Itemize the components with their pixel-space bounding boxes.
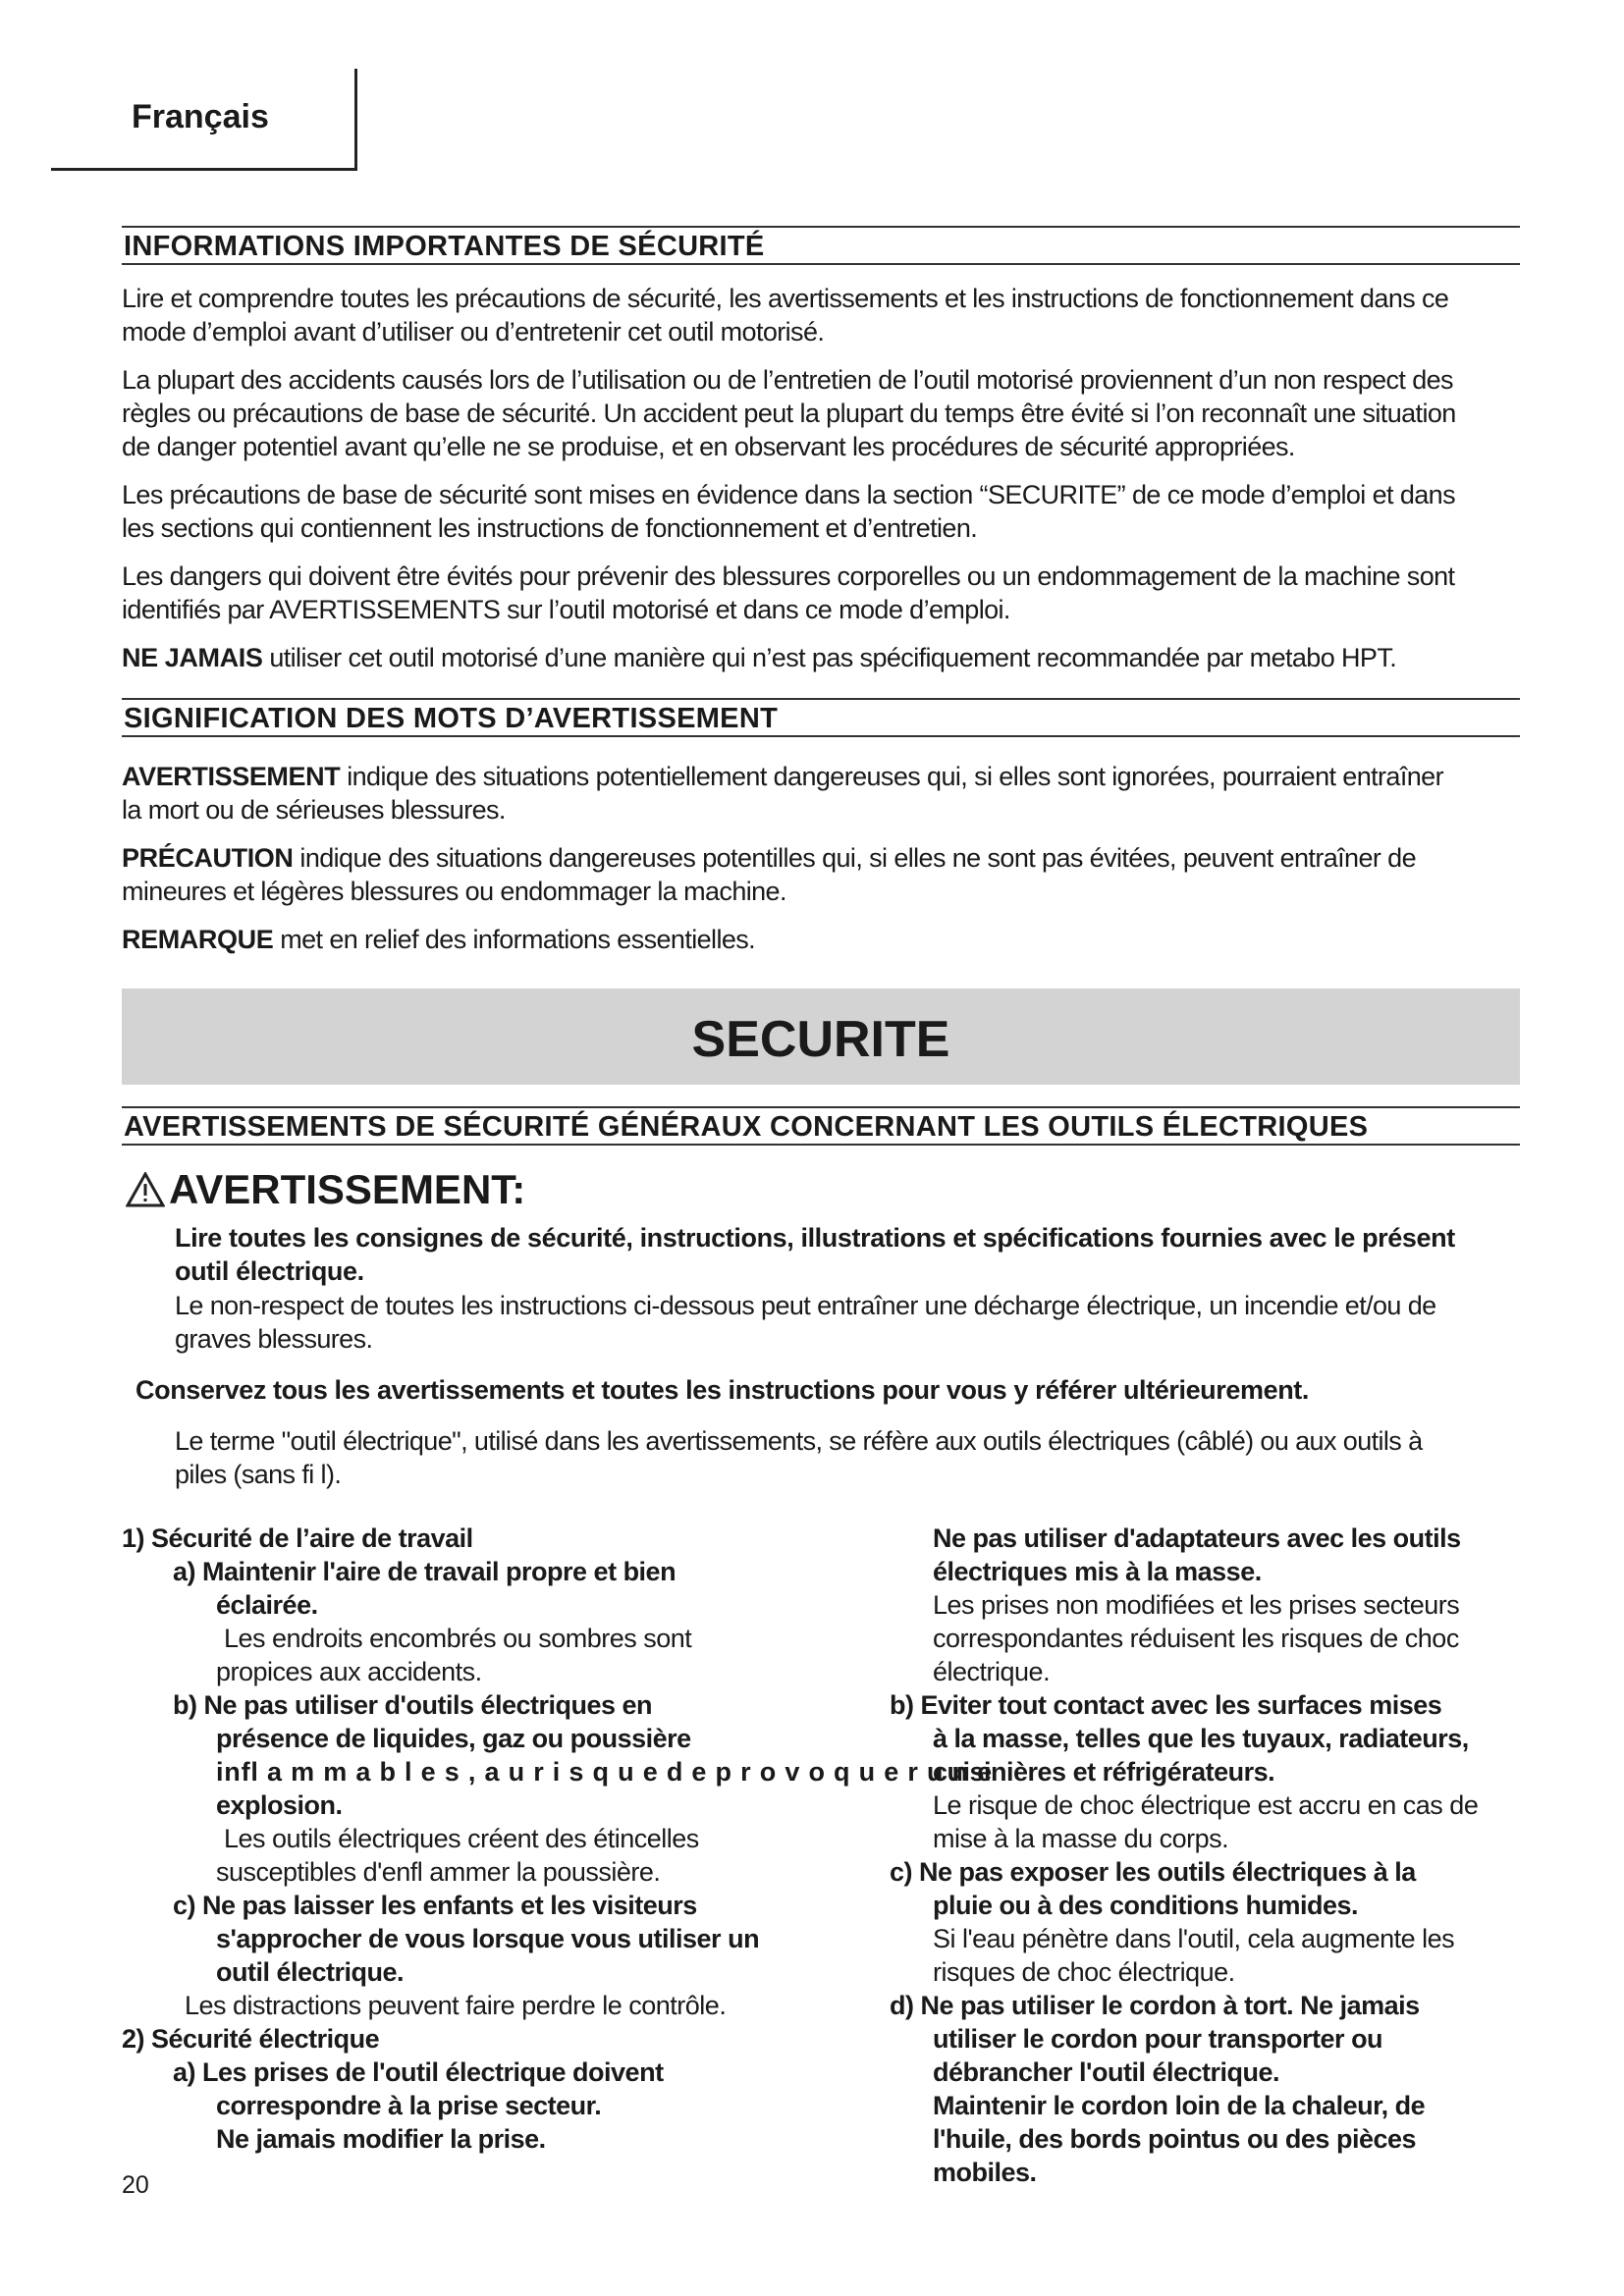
list-item: l'huile, des bords pointus ou des pièces — [933, 2124, 1417, 2154]
list-item: présence de liquides, gaz ou poussière — [216, 1724, 691, 1753]
warning-definition — [122, 760, 1443, 793]
paragraph-line: Les précautions de base de sécurité sont mises en évidence dans la section “SECURITE” de ce mode d’emploi et dans — [122, 480, 1455, 509]
warning-triangle-icon — [126, 1172, 165, 1207]
caution-word: PRÉCAUTION — [122, 843, 294, 873]
list-heading: 2) Sécurité électrique — [122, 2024, 380, 2054]
list-item: éclairée. — [216, 1590, 318, 1620]
list-item: débrancher l'outil électrique. — [933, 2057, 1280, 2087]
caution-definition — [122, 841, 1416, 875]
paragraph-line: La plupart des accidents causés lors de l’utilisation ou de l’entretien de l’outil motorisé proviennent d’un non respect des — [122, 365, 1453, 395]
paragraph-never — [122, 641, 1396, 674]
warning-word: AVERTISSEMENT — [122, 762, 341, 791]
language-tab — [51, 69, 357, 171]
list-text: propices aux accidents. — [216, 1657, 482, 1686]
list-item: Ne pas utiliser d'adaptateurs avec les outils — [933, 1523, 1461, 1553]
list-item: mobiles. — [933, 2158, 1037, 2187]
list-item: cuisinières et réfrigérateurs. — [933, 1757, 1275, 1787]
warning-title-text: AVERTISSEMENT: — [169, 1166, 526, 1212]
list-item: correspondre à la prise secteur. — [216, 2091, 602, 2120]
list-item: pluie ou à des conditions humides. — [933, 1891, 1359, 1920]
list-text: mise à la masse du corps. — [933, 1824, 1229, 1853]
note-word-text: met en relief des informations essentielles. — [273, 925, 756, 954]
paragraph-line: Lire et comprendre toutes les précautions de sécurité, les avertissements et les instructions de fonctionnement dans ce — [122, 284, 1449, 313]
paragraph-line: de danger potentiel avant qu’elle ne se produise, et en observant les procédures de sécurité appropriées. — [122, 432, 1295, 461]
banner-title: SECURITE — [691, 1011, 950, 1068]
list-item: a) Maintenir l'aire de travail propre et bien — [173, 1557, 677, 1586]
paragraph-line: graves blessures. — [175, 1324, 373, 1354]
list-text: Les distractions peuvent faire perdre le contrôle. — [185, 1991, 727, 2020]
section-heading-avertissements — [122, 1106, 1520, 1146]
section-heading-text: INFORMATIONS IMPORTANTES DE SÉCURITÉ — [124, 231, 765, 262]
list-item: utiliser le cordon pour transporter ou — [933, 2024, 1383, 2054]
paragraph-line: les sections qui contiennent les instructions de fonctionnement et d’entretien. — [122, 513, 978, 543]
bold-instruction-line — [175, 1255, 364, 1288]
paragraph-line: Le non-respect de toutes les instructions ci-dessous peut entraîner une décharge électrique, un incendie et/ou de — [175, 1291, 1436, 1320]
list-item: d) Ne pas utiliser le cordon à tort. Ne jamais — [890, 1991, 1420, 2020]
bold-text: Conservez tous les avertissements et toutes les instructions pour vous y référer ultérieurement. — [135, 1375, 1310, 1405]
list-item: explosion. — [216, 1790, 343, 1820]
paragraph-line: Les dangers qui doivent être évités pour prévenir des blessures corporelles ou un endommagement de la machine sont — [122, 561, 1455, 591]
paragraph-line: mode d’emploi avant d’utiliser ou d’entretenir cet outil motorisé. — [122, 317, 825, 347]
list-item: b) Eviter tout contact avec les surfaces mises — [890, 1690, 1442, 1720]
section-heading-text: AVERTISSEMENTS DE SÉCURITÉ GÉNÉRAUX CONCERNANT LES OUTILS ÉLECTRIQUES — [124, 1111, 1369, 1143]
list-text: Si l'eau pénètre dans l'outil, cela augmente les — [933, 1924, 1455, 1953]
list-item: b) Ne pas utiliser d'outils électriques en — [173, 1690, 653, 1720]
note-word: REMARQUE — [122, 925, 274, 954]
never-label: NE JAMAIS — [122, 643, 263, 672]
list-text: correspondantes réduisent les risques de choc — [933, 1624, 1459, 1653]
caution-word-text: indique des situations dangereuses potentilles qui, si elles ne sont pas évitées, peuvent entraîner de — [293, 843, 1417, 873]
list-item: électriques mis à la masse. — [933, 1557, 1262, 1586]
list-text: Les outils électriques créent des étincelles — [224, 1824, 699, 1853]
language-label: Français — [132, 98, 269, 135]
securite-banner — [122, 988, 1520, 1085]
never-text: utiliser cet outil motorisé d’une manière qui n’est pas spécifiquement recommandée par metabo HPT. — [262, 643, 1397, 672]
section-heading-signification — [122, 698, 1520, 737]
keep-instructions-line — [135, 1373, 1309, 1407]
list-item: a) Les prises de l'outil électrique doivent — [173, 2057, 664, 2087]
paragraph-line: piles (sans fi l). — [175, 1460, 342, 1489]
list-text: risques de choc électrique. — [933, 1957, 1235, 1987]
page-number: 20 — [122, 2171, 149, 2199]
list-text: susceptibles d'enfl ammer la poussière. — [216, 1857, 661, 1887]
list-text: Le risque de choc électrique est accru en cas de — [933, 1790, 1479, 1820]
list-item: outil électrique. — [216, 1957, 405, 1987]
warning-title — [126, 1166, 525, 1213]
list-item: Maintenir le cordon loin de la chaleur, de — [933, 2091, 1426, 2120]
bold-text: outil électrique. — [175, 1256, 364, 1286]
list-item: Ne jamais modifier la prise. — [216, 2124, 546, 2154]
list-text: Les endroits encombrés ou sombres sont — [224, 1624, 692, 1653]
paragraph-line: mineures et légères blessures ou endommager la machine. — [122, 877, 786, 906]
section-heading-text: SIGNIFICATION DES MOTS D’AVERTISSEMENT — [124, 703, 779, 734]
list-item: à la masse, telles que les tuyaux, radiateurs, — [933, 1724, 1469, 1753]
paragraph-line: la mort ou de sérieuses blessures. — [122, 795, 506, 825]
bold-text: Lire toutes les consignes de sécurité, instructions, illustrations et spécifications fournies avec le présent — [175, 1223, 1455, 1253]
list-item: s'approcher de vous lorsque vous utiliser un — [216, 1924, 760, 1953]
section-heading-informations — [122, 226, 1520, 265]
bold-instruction-line — [175, 1221, 1455, 1255]
note-definition — [122, 923, 755, 956]
warning-word-text: indique des situations potentiellement dangereuses qui, si elles sont ignorées, pourraient entraîner — [340, 762, 1443, 791]
list-text: Les prises non modifiées et les prises secteurs — [933, 1590, 1460, 1620]
paragraph-line: identifiés par AVERTISSEMENTS sur l’outil motorisé et dans ce mode d’emploi. — [122, 595, 1010, 624]
list-heading: 1) Sécurité de l’aire de travail — [122, 1523, 473, 1553]
paragraph-line: Le terme "outil électrique", utilisé dans les avertissements, se réfère aux outils électriques (câblé) ou aux outils à — [175, 1426, 1423, 1456]
paragraph-line: règles ou précautions de base de sécurité. Un accident peut la plupart du temps être évité si l’on reconnaît une situation — [122, 399, 1456, 428]
list-text: électrique. — [933, 1657, 1051, 1686]
list-item: infl a m m a b l e s , a u r i s q u e d e p r o v o q u e r u n e — [216, 1757, 993, 1787]
list-item: c) Ne pas laisser les enfants et les visiteurs — [173, 1891, 697, 1920]
list-item: c) Ne pas exposer les outils électriques à la — [890, 1857, 1416, 1887]
